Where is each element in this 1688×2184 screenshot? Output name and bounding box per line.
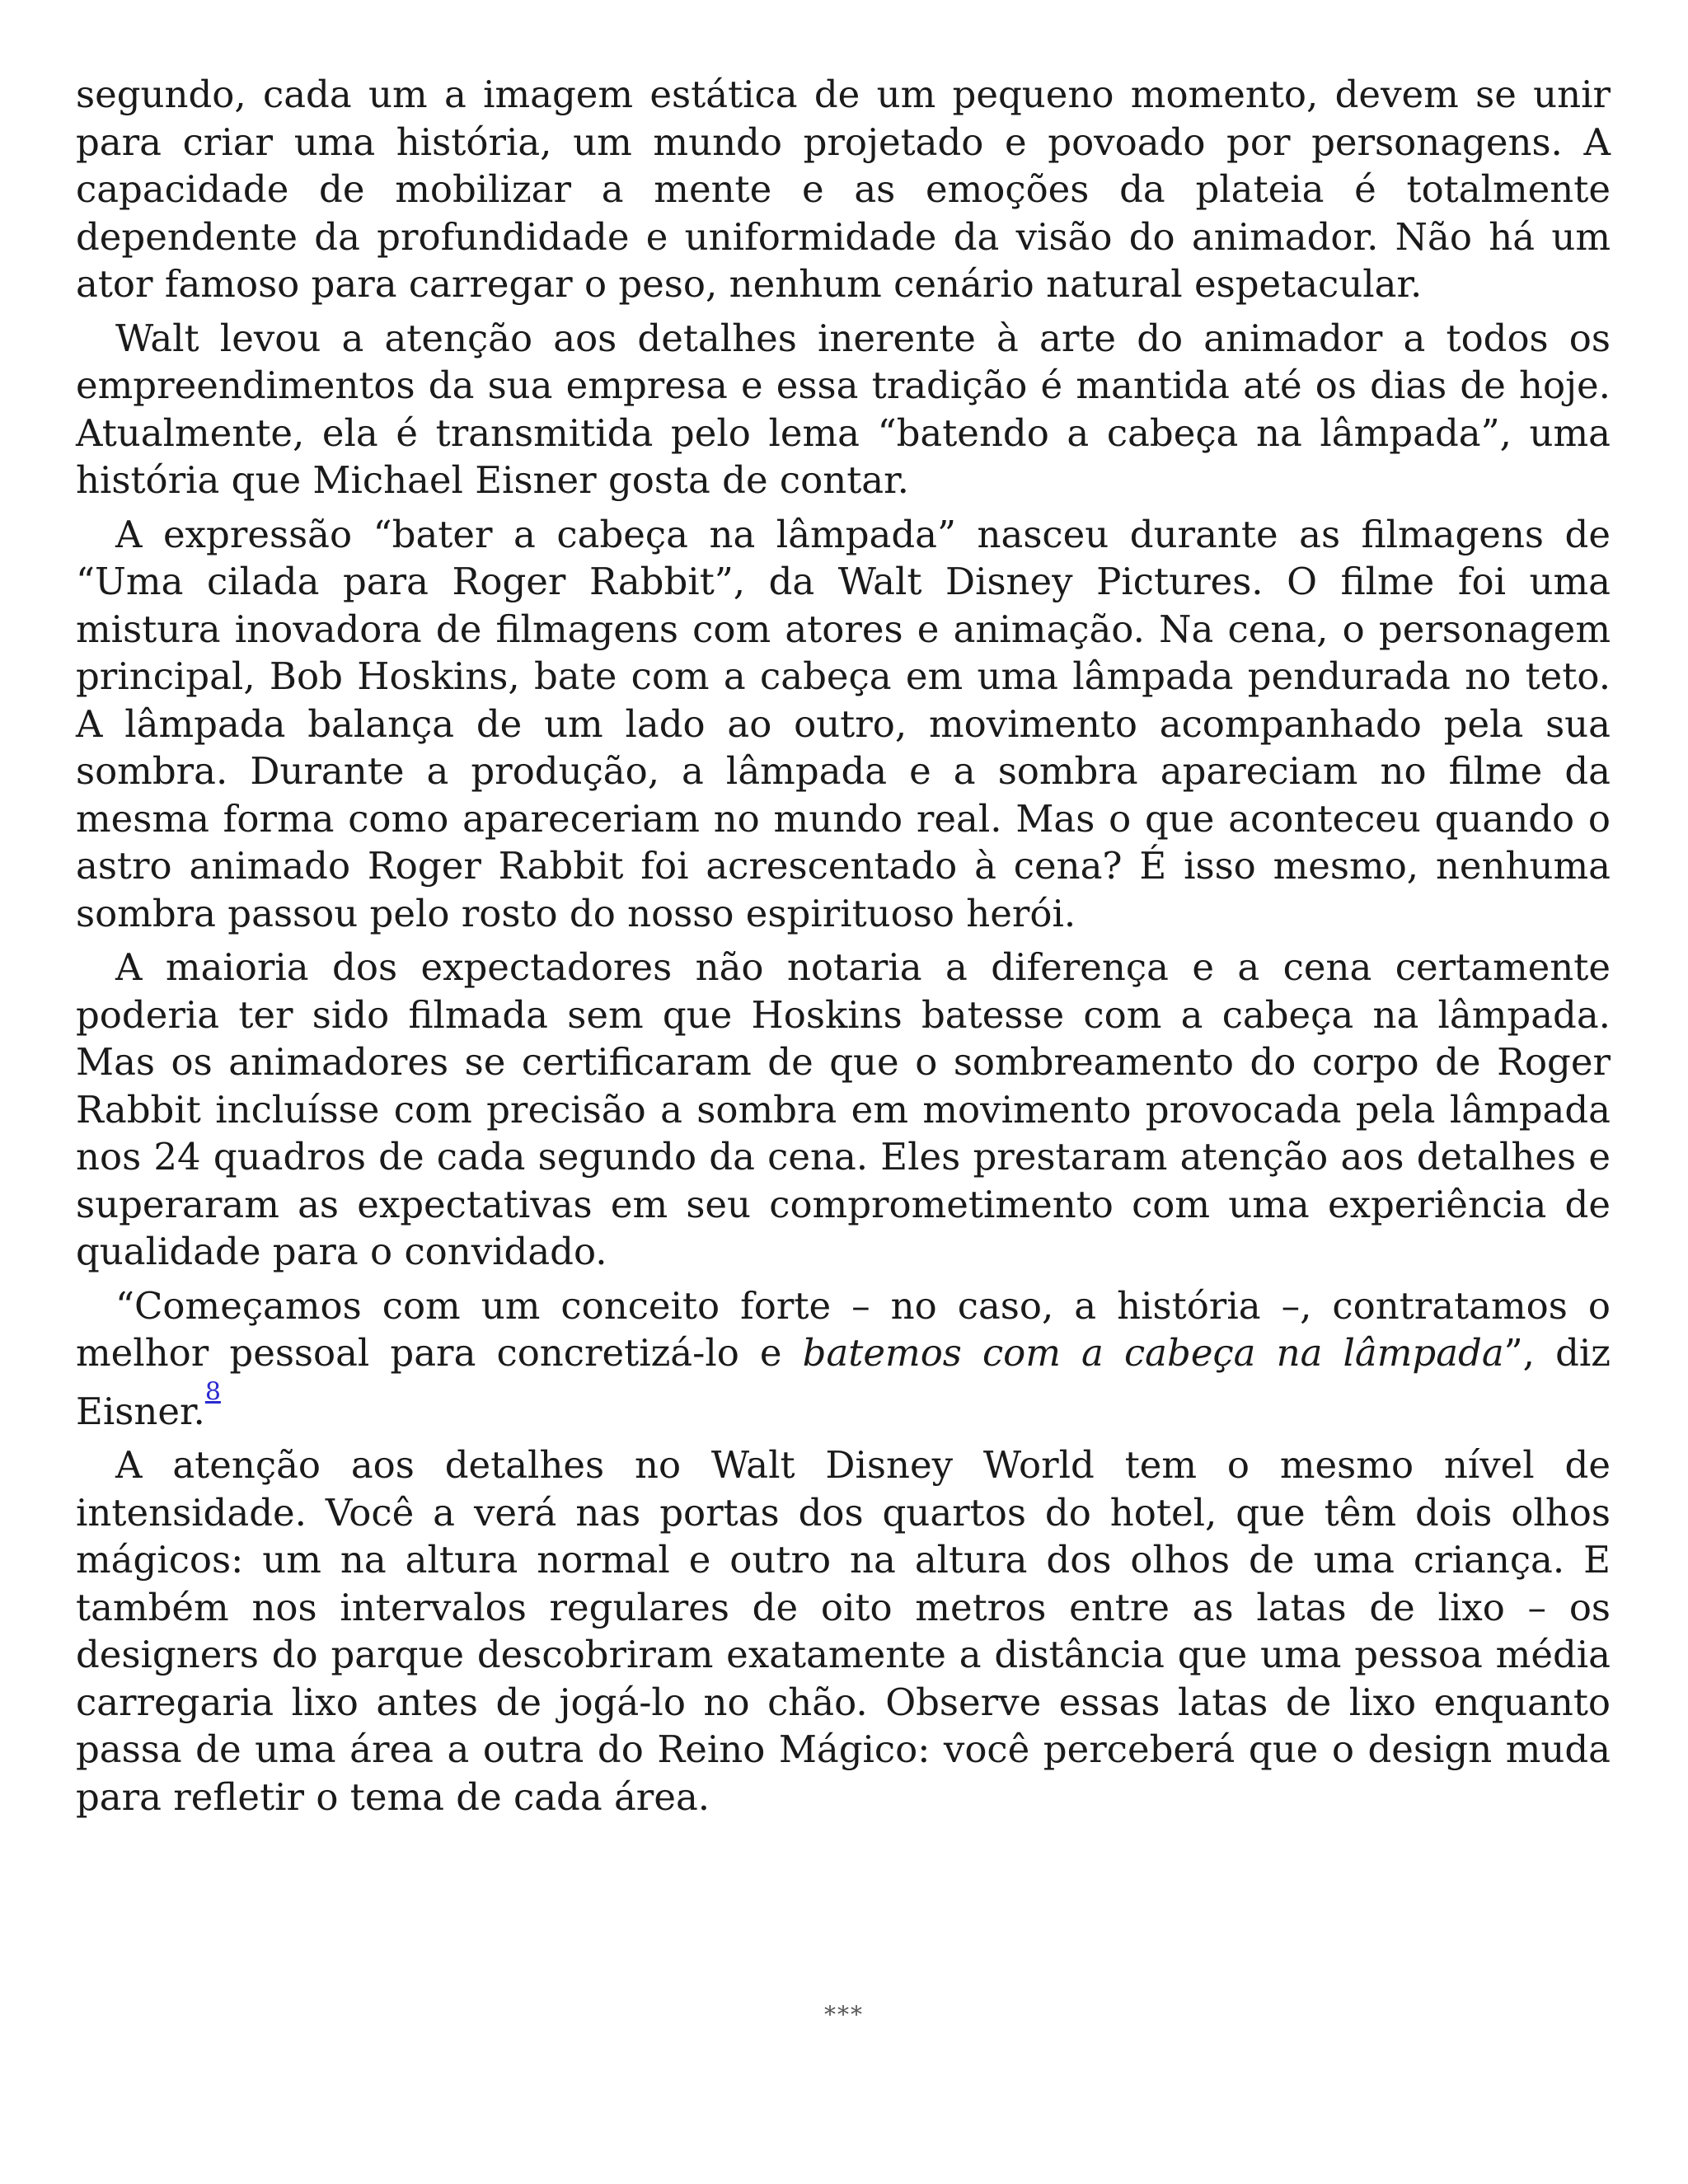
paragraph-disney-world-detail: A atenção aos detalhes no Walt Disney World tem o mesmo nível de intensidade. Você a verá nas portas dos quartos do hotel, que têm dois olhos mágicos: um na altura normal e outro na altura dos olhos de uma criança. E também nos intervalos regulares de oito metros entre as latas de lixo – os designers do parque descobriram exatamente a distância que uma pessoa média carregaria lixo antes de jogá-lo no chão. Observe essas latas de lixo enquanto passa de uma área a outra do Reino Mágico: você perceberá que o design muda para refletir o tema de cada área. [76,1443,1611,1819]
paragraph-animators-shadow: A maioria dos expectadores não notaria a diferença e a cena certamente poderia ter sido filmada sem que Hoskins batesse com a cabeça na lâmpada. Mas os animadores se certificaram de que o sombreamento do corpo de Roger Rabbit incluísse com precisão a sombra em movimento provocada pela lâmpada nos 24 quadros de cada segundo da cena. Eles prestaram atenção aos detalhes e superaram as expectativas em seu comprometimento com uma experiência de qualidade para o convidado. [76,945,1611,1273]
document-body [76,71,1611,1827]
quote-text-end: ”, diz Eisner. [76,1331,1611,1433]
footnote-link[interactable]: 8 [204,1377,221,1406]
paragraph-continuation: segundo, cada um a imagem estática de um pequeno momento, devem se unir para criar uma história, um mundo projetado e povoado por personagens. A capacidade de mobilizar a mente e as emoções da plateia é totalmente dependente da profundidade e uniformidade da visão do animador. Não há um ator famoso para carregar o peso, nenhum cenário natural espetacular. [76,73,1611,306]
quote-text-start: “Começamos com um conceito forte – no caso, a história –, contratamos o melhor pessoal para concretizá-lo e [76,1283,1611,1375]
footnote-marker [204,1377,221,1418]
section-separator: *** [824,2001,864,2028]
paragraph-walt-detail: Walt levou a atenção aos detalhes inerente à arte do animador a todos os empreendimentos da sua empresa e essa tradição é mantida até os dias de hoje. Atualmente, ela é transmitida pelo lema “batendo a cabeça na lâmpada”, uma história que Michael Eisner gosta de contar. [76,316,1611,502]
quote-emphasis: batemos com a cabeça na lâmpada [802,1331,1504,1375]
paragraph-eisner-quote [76,1282,1611,1436]
paragraph-roger-rabbit-origin: A expressão “bater a cabeça na lâmpada” nasceu durante as filmagens de “Uma cilada para Roger Rabbit”, da Walt Disney Pictures. O filme foi uma mistura inovadora de filmagens com atores e animação. Na cena, o personagem principal, Bob Hoskins, bate com a cabeça em uma lâmpada pendurada no teto. A lâmpada balança de um lado ao outro, movimento acompanhado pela sua sombra. Durante a produção, a lâmpada e a sombra apareciam no filme da mesma forma como apareceriam no mundo real. Mas o que aconteceu quando o astro animado Roger Rabbit foi acrescentado à cena? É isso mesmo, nenhuma sombra passou pelo rosto do nosso espirituoso herói. [76,512,1611,935]
